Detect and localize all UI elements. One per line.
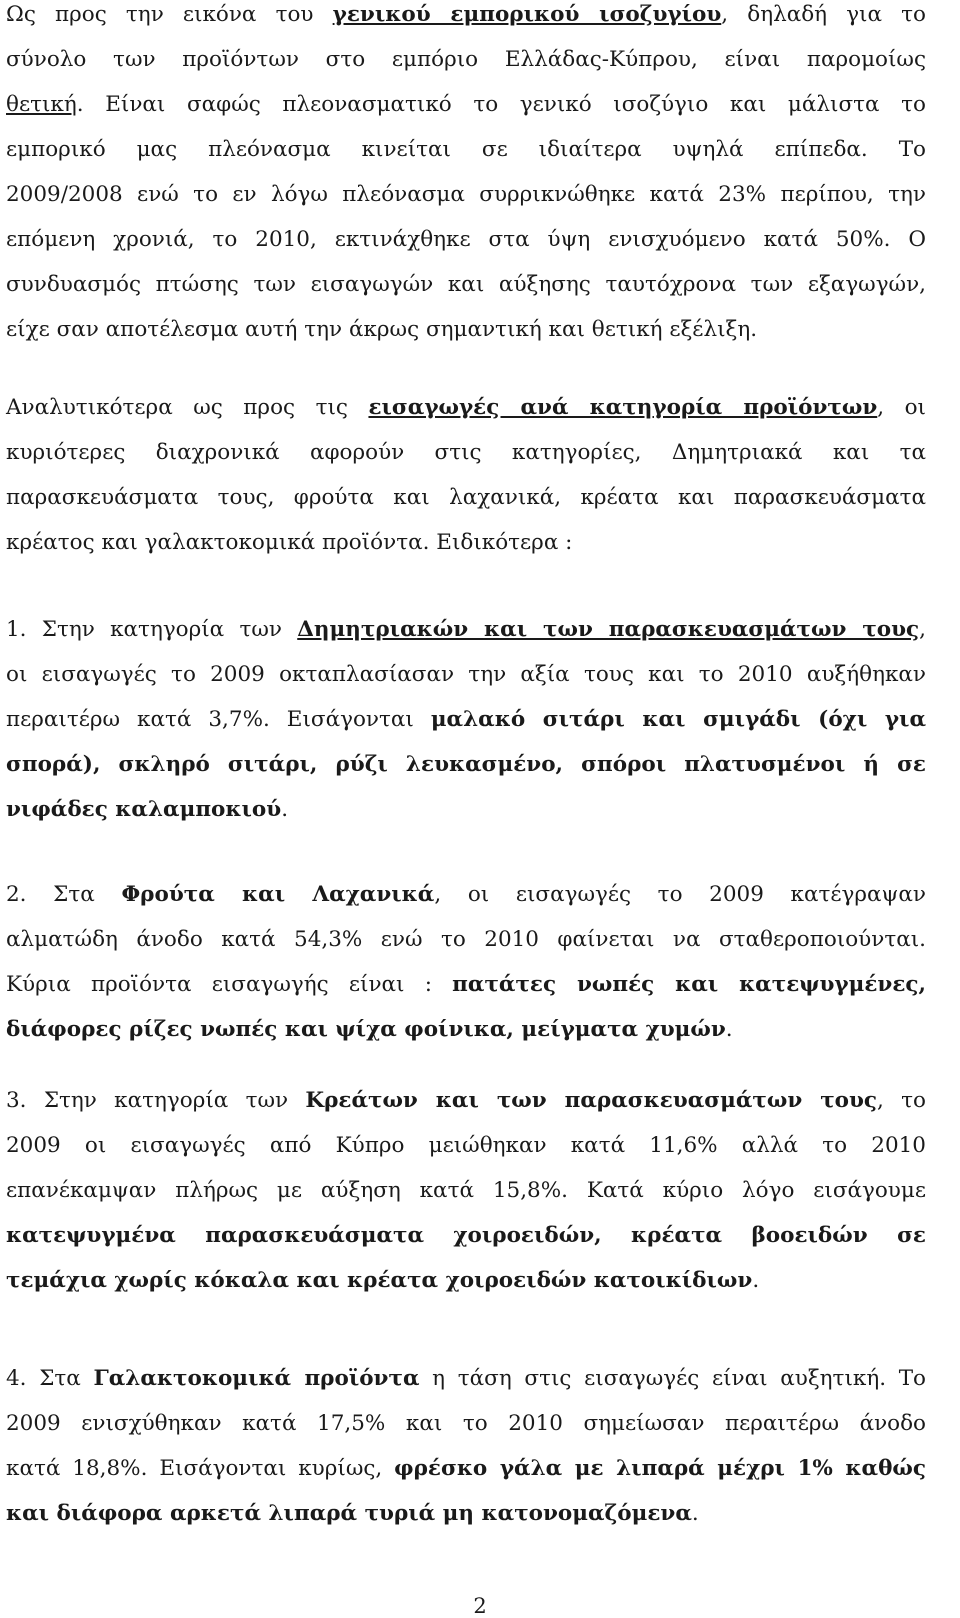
text-run: 3. Στην κατηγορία των	[6, 1088, 306, 1113]
bold-text: Γαλακτοκομικά προϊόντα	[93, 1366, 420, 1391]
bold-text: γενικού εμπορικού ισοζυγίου	[332, 2, 722, 27]
page-number: 2	[473, 1594, 487, 1618]
text-run: , οι	[877, 395, 926, 420]
text-line	[6, 45, 926, 75]
text-run: επανέκαμψαν πλήρως με αύξηση κατά 15,8%. Κατά κύριο λόγο εισάγουμε	[6, 1178, 926, 1203]
text-run: . Είναι σαφώς πλεονασματικό το γενικό ισοζύγιο και μάλιστα το	[76, 92, 926, 117]
bold-text: και διάφορα αρκετά λιπαρά τυριά μη κατονομαζόμενα	[6, 1501, 692, 1526]
bold-text: εισαγωγές ανά κατηγορία προϊόντων	[368, 395, 878, 420]
text-run: .	[725, 1017, 733, 1042]
bold-text: νιφάδες καλαμποκιού	[6, 797, 282, 822]
text-line	[6, 483, 926, 513]
text-line	[6, 0, 926, 30]
text-run: η τάση στις εισαγωγές είναι αυξητική. Το	[419, 1366, 927, 1391]
text-run: 2. Στα	[6, 882, 122, 907]
bold-text: σπορά), σκληρό σιτάρι, ρύζι λευκασμένο, σπόροι πλατυσμένοι ή σε	[6, 752, 926, 777]
text-run: .	[691, 1501, 699, 1526]
text-line	[6, 180, 926, 210]
text-run: θετική	[6, 92, 77, 117]
bold-text: τεμάχια χωρίς κόκαλα και κρέατα χοιροειδών κατοικίδιων	[6, 1268, 753, 1293]
text-line	[6, 615, 926, 645]
text-line	[6, 750, 926, 780]
bold-text: μαλακό σιτάρι και σμιγάδι (όχι για	[430, 707, 926, 732]
text-line	[6, 660, 926, 690]
text-line	[6, 1364, 926, 1394]
bold-text: Δημητριακών και των παρασκευασμάτων τους	[297, 617, 920, 642]
text-line	[6, 795, 926, 825]
text-line	[6, 225, 926, 255]
bold-text: Κρεάτων και των παρασκευασμάτων τους	[305, 1088, 878, 1113]
text-line	[6, 970, 926, 1000]
text-line	[6, 1176, 926, 1206]
text-run: .	[752, 1268, 760, 1293]
text-run: περαιτέρω κατά 3,7%. Εισάγονται	[6, 707, 431, 732]
text-run: 4. Στα	[6, 1366, 94, 1391]
text-line	[6, 880, 926, 910]
text-run: κυριότερες διαχρονικά αφορούν στις κατηγορίες, Δημητριακά και τα	[6, 440, 926, 465]
text-run: εμπορικό μας πλεόνασμα κινείται σε ιδιαίτερα υψηλά επίπεδα. Το	[6, 137, 926, 162]
text-run: παρασκευάσματα τους, φρούτα και λαχανικά, κρέατα και παρασκευάσματα	[6, 485, 926, 510]
bold-text: πατάτες νωπές και κατεψυγμένες,	[452, 972, 926, 997]
text-run: 2009 οι εισαγωγές από Κύπρο μειώθηκαν κατά 11,6% αλλά το 2010	[6, 1133, 926, 1158]
text-run: Αναλυτικότερα ως προς τις	[6, 395, 369, 420]
text-line	[6, 135, 926, 165]
text-run: , οι εισαγωγές το 2009 κατέγραψαν	[434, 882, 926, 907]
text-line	[6, 90, 926, 120]
text-line	[6, 705, 926, 735]
text-line	[6, 925, 926, 955]
text-line	[6, 1499, 926, 1529]
text-run: κατά 18,8%. Εισάγονται κυρίως,	[6, 1456, 395, 1481]
text-run: αλματώδη άνοδο κατά 54,3% ενώ το 2010 φαίνεται να σταθεροποιούνται.	[6, 927, 926, 952]
text-run: , δηλαδή για το	[721, 2, 926, 27]
text-run: 2009 ενισχύθηκαν κατά 17,5% και το 2010 σημείωσαν περαιτέρω άνοδο	[6, 1411, 926, 1436]
text-line	[6, 1221, 926, 1251]
text-line	[6, 438, 926, 468]
text-line	[6, 1086, 926, 1116]
text-run: .	[281, 797, 289, 822]
text-run: είχε σαν αποτέλεσμα αυτή την άκρως σημαντική και θετική εξέλιξη.	[6, 317, 758, 342]
text-run: οι εισαγωγές το 2009 οκταπλασίασαν την αξία τους και το 2010 αυξήθηκαν	[6, 662, 926, 687]
text-run: ,	[919, 617, 926, 642]
text-line	[6, 1409, 926, 1439]
text-run: συνδυασμός πτώσης των εισαγωγών και αύξησης ταυτόχρονα των εξαγωγών,	[6, 272, 926, 297]
text-run: σύνολο των προϊόντων στο εμπόριο Ελλάδας-Κύπρου, είναι παρομοίως	[6, 47, 926, 72]
text-line	[6, 1131, 926, 1161]
text-line	[6, 528, 926, 558]
text-run: 1. Στην κατηγορία των	[6, 617, 298, 642]
bold-text: κατεψυγμένα παρασκευάσματα χοιροειδών, κρέατα βοοειδών σε	[6, 1223, 926, 1248]
text-line	[6, 315, 926, 345]
bold-text: Φρούτα και Λαχανικά	[121, 882, 435, 907]
text-line	[6, 1266, 926, 1296]
text-line	[6, 1454, 926, 1484]
text-line	[6, 1015, 926, 1045]
text-run: κρέατος και γαλακτοκομικά προϊόντα. Ειδικότερα :	[6, 530, 573, 555]
text-run: Ως προς την εικόνα του	[6, 2, 333, 27]
text-run: επόμενη χρονιά, το 2010, εκτινάχθηκε στα ύψη ενισχυόμενο κατά 50%. Ο	[6, 227, 926, 252]
bold-text: διάφορες ρίζες νωπές και ψίχα φοίνικα, μείγματα χυμών	[6, 1017, 726, 1042]
text-run: Κύρια προϊόντα εισαγωγής είναι :	[6, 972, 453, 997]
text-run: , το	[877, 1088, 926, 1113]
bold-text: φρέσκο γάλα με λιπαρά μέχρι 1% καθώς	[394, 1456, 926, 1481]
text-line	[6, 393, 926, 423]
text-run: 2009/2008 ενώ το εν λόγω πλεόνασμα συρρικνώθηκε κατά 23% περίπου, την	[6, 182, 926, 207]
text-line	[6, 270, 926, 300]
